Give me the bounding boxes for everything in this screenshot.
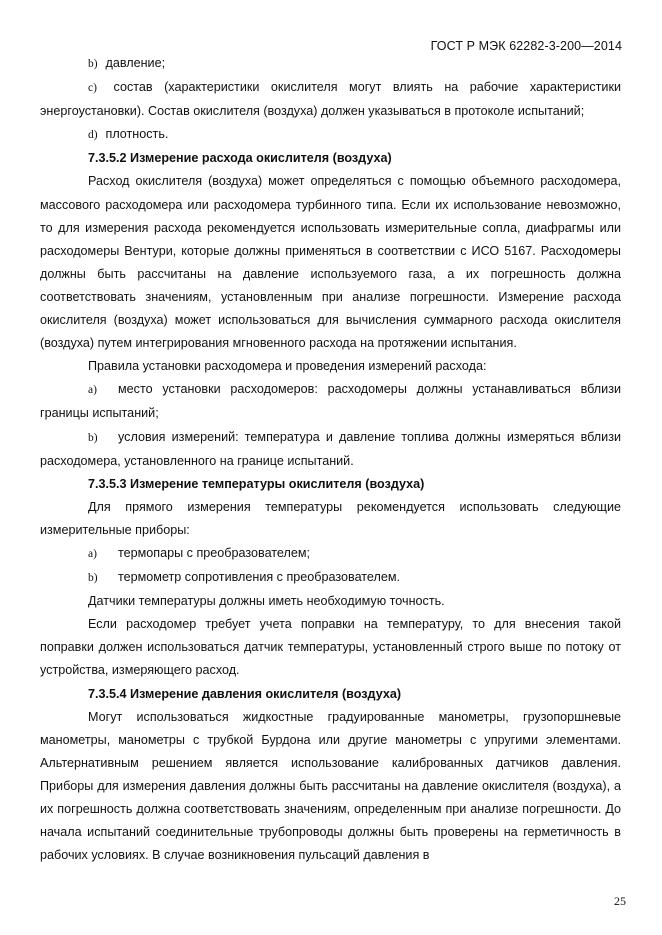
list-item-text: плотность. [105, 127, 169, 142]
list-item-a-location [40, 378, 621, 425]
list-marker: b) [88, 58, 98, 70]
list-item-c-composition [40, 76, 621, 123]
list-marker: a) [88, 384, 97, 397]
paragraph-sensor-accuracy: Датчики температуры должны иметь необходимую точность. [88, 594, 445, 609]
list-item-b-pressure [40, 52, 621, 76]
list-item-a-thermocouples [40, 542, 621, 566]
list-item-b-resistance-thermometer [40, 566, 621, 590]
section-heading-7-3-5-2: 7.3.5.2 Измерение расхода окислителя (воздуха) [88, 151, 392, 166]
list-item-text: место установки расходомеров: расходомеры должны устанавливаться вблизи границы испытаний; [40, 382, 621, 421]
paragraph-pressure-measurement: Могут использоваться жидкостные градуированные манометры, грузопоршневые манометры, манометры с трубкой Бурдона или другие манометры с упругими элементами. Альтернативным решением является использование калиброванных датчиков давления. Приборы для измерения давления должны быть рассчитаны на давление окислителя (воздуха), а их погрешность должна соответствовать значениям, определенным при анализе погрешности. До начала испытаний соединительные трубопроводы должны быть проверены на герметичность в рабочих условиях. В случае возникновения пульсаций давления в [40, 709, 621, 863]
list-item-text: давление; [105, 56, 166, 70]
paragraph-temperature-correction: Если расходомер требует учета поправки на температуру, то для внесения такой поправки должен использоваться датчик температуры, установленный строго выше по потоку от устройства, измеряющего расход. [40, 617, 621, 678]
list-marker: b) [88, 431, 98, 444]
list-item-text: термопары с преобразователем; [118, 545, 311, 560]
paragraph-temperature-instruments: Для прямого измерения температуры рекомендуется использовать следующие измерительные приборы: [40, 499, 621, 537]
list-item-d-density [40, 123, 621, 147]
page-number: 25 [614, 894, 626, 908]
list-marker: a) [88, 547, 97, 560]
list-marker: b) [88, 572, 98, 585]
section-heading-7-3-5-4: 7.3.5.4 Измерение давления окислителя (воздуха) [88, 686, 402, 701]
document-code-header: ГОСТ Р МЭК 62282-3-200—2014 [430, 39, 622, 53]
paragraph-flowmeter-rules: Правила установки расходомера и проведения измерений расхода: [88, 359, 487, 374]
list-item-text: состав (характеристики окислителя могут влиять на рабочие характеристики энергоустановки). Состав окислителя (воздуха) должен указываться в протоколе испытаний; [40, 80, 621, 119]
paragraph-flow-measurement: Расход окислителя (воздуха) может определяться с помощью объемного расходомера, массового расходомера или расходомера турбинного типа. Если их использование невозможно, то для измерения расхода рекомендуется использовать измерительные сопла, диафрагмы или расходомеры Вентури, которые должны применяться в соответствии с ИСО 5167. Расходомеры должны быть рассчитаны на давление используемого газа, а их погрешность должна соответствовать значениям, установленным при анализе погрешности. Измерение расхода окислителя (воздуха) может использоваться для вычисления суммарного расхода окислителя (воздуха) путем интегрирования мгновенного расхода на протяжении испытания. [40, 174, 621, 351]
list-marker: c) [88, 82, 97, 95]
list-item-text: условия измерений: температура и давление топлива должны измеряться вблизи расходомера, установленного на границе испытаний. [40, 429, 621, 468]
list-item-text: термометр сопротивления с преобразователем. [118, 570, 401, 585]
list-item-b-conditions [40, 426, 621, 473]
list-marker: d) [88, 129, 98, 142]
section-heading-7-3-5-3: 7.3.5.3 Измерение температуры окислителя (воздуха) [88, 476, 425, 491]
document-body [40, 52, 621, 867]
